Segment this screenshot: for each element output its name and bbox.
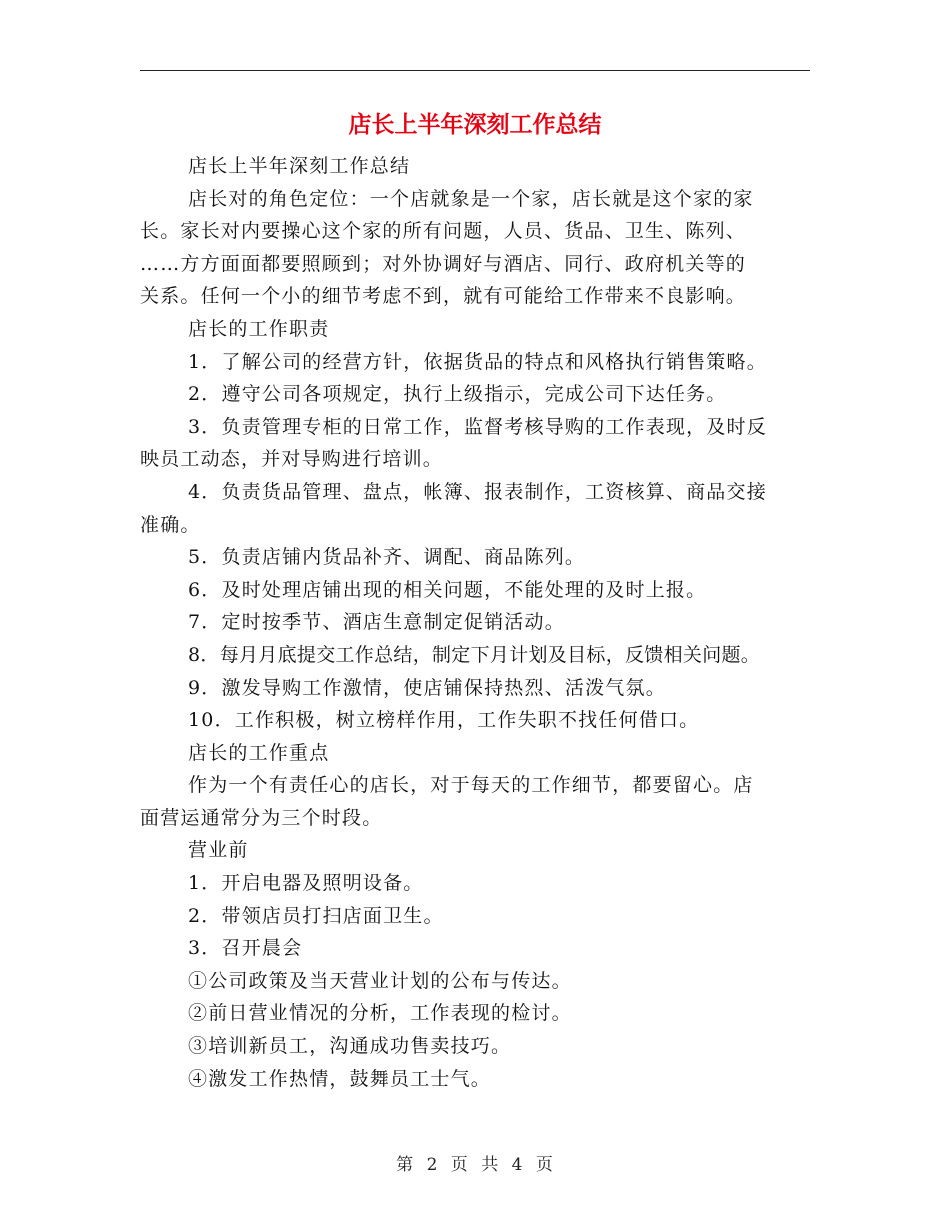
body-paragraph: 1．开启电器及照明设备。 <box>188 872 424 895</box>
body-paragraph: 作为一个有责任心的店长，对于每天的工作细节，都要留心。店 面营运通常分为三个时段。 <box>140 774 754 829</box>
page-footer <box>0 1152 950 1178</box>
document-body <box>140 150 820 1095</box>
body-paragraph: 店长对的角色定位：一个店就象是一个家，店长就是这个家的家 长。家长对内要操心这个家的所有问题，人员、货品、卫生、陈列、 ……方方面面都要照顾到；对外协调好与酒店、同行、政府机关等的 关系。任何一个小的细节考虑不到，就有可能给工作带来不良影响。 <box>140 187 754 308</box>
body-paragraph: 店长的工作职责 <box>188 317 330 340</box>
footer-page-word: 页 <box>450 1155 469 1175</box>
footer-suffix: 页 <box>535 1155 554 1175</box>
body-paragraph: 9．激发导购工作激情，使店铺保持热烈、活泼气氛。 <box>188 676 666 699</box>
footer-total-word: 共 <box>481 1155 500 1175</box>
body-paragraph: ②前日营业情况的分析，工作表现的检讨。 <box>188 1002 572 1025</box>
footer-prefix: 第 <box>396 1155 415 1175</box>
body-paragraph: 店长的工作重点 <box>188 741 330 764</box>
body-paragraph: 5．负责店铺内货品补齐、调配、商品陈列。 <box>188 546 586 569</box>
body-paragraph: 7．定时按季节、酒店生意制定促销活动。 <box>188 611 565 634</box>
body-paragraph: ④激发工作热情，鼓舞员工士气。 <box>188 1067 492 1090</box>
body-paragraph: 营业前 <box>188 839 249 862</box>
body-paragraph: 4．负责货品管理、盘点，帐簿、报表制作，工资核算、商品交接 准确。 <box>140 480 767 536</box>
body-paragraph: 10．工作积极，树立榜样作用，工作失职不找任何借口。 <box>188 709 700 732</box>
document-title: 店长上半年深刻工作总结 <box>348 112 602 138</box>
body-paragraph: 6．及时处理店铺出现的相关问题，不能处理的及时上报。 <box>188 578 707 601</box>
body-paragraph: 1．了解公司的经营方针，依据货品的特点和风格执行销售策略。 <box>188 350 767 373</box>
body-paragraph: 店长上半年深刻工作总结 <box>188 155 411 177</box>
body-paragraph: 3．召开晨会 <box>188 937 303 960</box>
body-paragraph: ③培训新员工，沟通成功售卖技巧。 <box>188 1035 512 1058</box>
body-paragraph: 2．带领店员打扫店面卫生。 <box>188 904 444 927</box>
footer-current-page: 2 <box>426 1155 439 1175</box>
body-paragraph: 8．每月月底提交工作总结，制定下月计划及目标，反馈相关问题。 <box>188 643 761 666</box>
footer-total-pages: 4 <box>511 1155 524 1175</box>
body-paragraph: 2．遵守公司各项规定，执行上级指示，完成公司下达任务。 <box>188 383 727 406</box>
body-paragraph: 3．负责管理专柜的日常工作，监督考核导购的工作表现，及时反 映员工动态，并对导购进行培训。 <box>140 415 767 471</box>
body-paragraph: ①公司政策及当天营业计划的公布与传达。 <box>188 969 572 992</box>
header-rule <box>140 70 810 71</box>
